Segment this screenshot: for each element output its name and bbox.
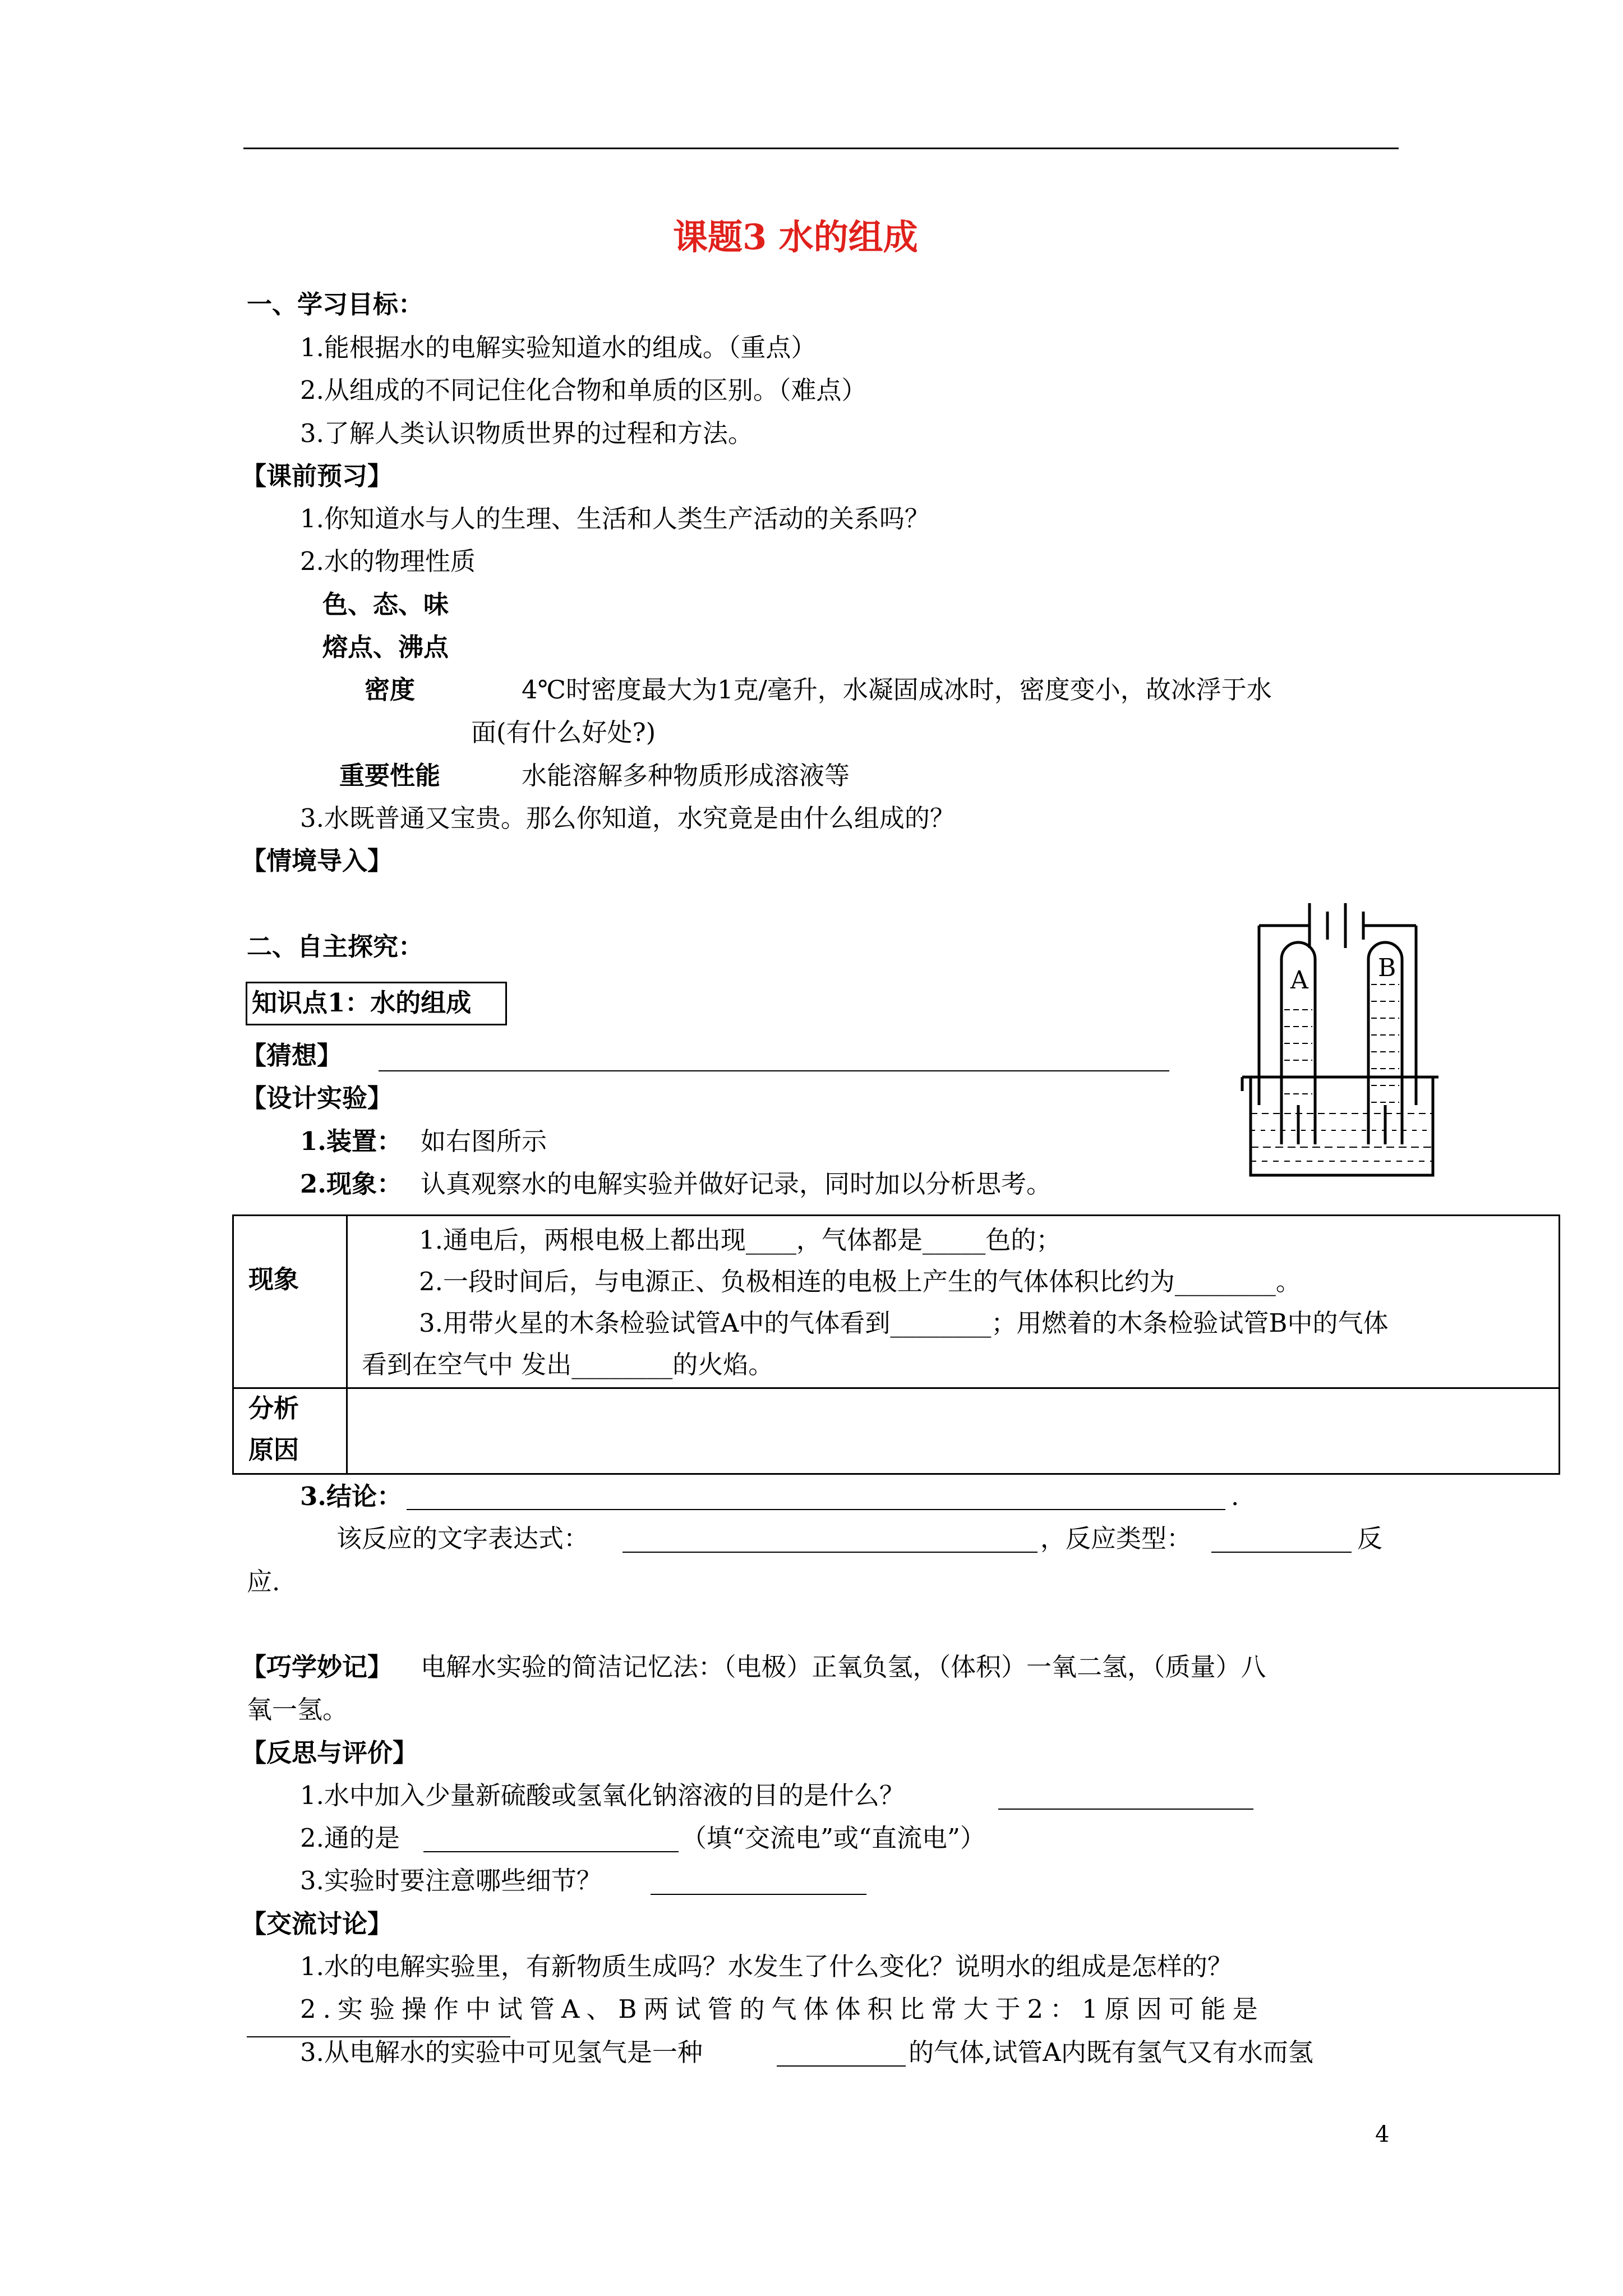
discuss-question-1: 1.水的电解实验里，有新物质生成吗？水发生了什么变化？说明水的组成是怎样的？ xyxy=(300,1952,1233,1981)
table-divider-vertical xyxy=(346,1216,348,1473)
guess-heading: 【猜想】 xyxy=(241,1041,343,1070)
reflect-answer-line-1[interactable] xyxy=(998,1809,1253,1810)
tips-label: 【巧学妙记】 xyxy=(241,1652,393,1682)
reflect-heading: 【反思与评价】 xyxy=(241,1738,418,1768)
reaction-type-end: 反 xyxy=(1357,1524,1383,1553)
phenomenon-line-2: 2.一段时间后，与电源正、负极相连的电极上产生的气体体积比约为________。 xyxy=(419,1267,1301,1296)
density-text-cont: 面(有什么好处?) xyxy=(471,717,656,747)
knowledge-point-label: 知识点1：水的组成 xyxy=(252,988,472,1018)
phenomenon-header: 现象 xyxy=(248,1264,299,1294)
phenomenon-line-3: 3.用带火星的木条检验试管A中的气体看到________；用燃着的木条检验试管B中的气体 xyxy=(419,1308,1389,1338)
reaction-expression-line[interactable] xyxy=(623,1552,1038,1553)
conclusion-label: 3.结论： xyxy=(300,1481,402,1511)
page-title: 课题3 水的组成 xyxy=(673,217,918,257)
goal-item: 1.能根据水的电解实验知道水的组成。（重点） xyxy=(300,333,817,362)
tube-b-label: B xyxy=(1378,954,1396,982)
tips-text-cont: 氧一氢。 xyxy=(247,1695,348,1724)
reaction-type-label: ，反应类型： xyxy=(1040,1524,1192,1553)
property-text: 水能溶解多种物质形成溶液等 xyxy=(522,761,850,790)
analysis-header-2: 原因 xyxy=(248,1435,299,1465)
section1-heading: 一、学习目标： xyxy=(247,289,424,319)
discuss-question-3-cont: 的气体,试管A内既有氢气又有水而氢 xyxy=(909,2037,1313,2067)
preview-question-2: 2.水的物理性质 xyxy=(300,546,476,576)
page-number: 4 xyxy=(1375,2122,1390,2147)
knowledge-point-box xyxy=(246,982,507,1025)
reaction-type-end-cont: 应. xyxy=(247,1567,280,1596)
reaction-type-line[interactable] xyxy=(1211,1552,1352,1553)
design-heading: 【设计实验】 xyxy=(241,1083,393,1113)
phenomenon-line-1: 1.通电后，两根电极上都出现____，气体都是_____色的； xyxy=(419,1225,1062,1255)
goal-item: 3.了解人类认识物质世界的过程和方法。 xyxy=(300,418,753,448)
reflect-answer-line-3[interactable] xyxy=(651,1894,866,1895)
reflect-answer-line-2[interactable] xyxy=(423,1851,679,1852)
tips-text: 电解水实验的简洁记忆法：（电极）正氧负氢，（体积）一氧二氢，（质量）八 xyxy=(421,1652,1266,1682)
discuss-heading: 【交流讨论】 xyxy=(241,1909,393,1939)
property-melting: 熔点、沸点 xyxy=(322,632,449,662)
density-label: 密度 xyxy=(365,675,416,705)
reflect-question-1: 1.水中加入少量新硫酸或氢氧化钠溶液的目的是什么？ xyxy=(300,1780,905,1810)
density-text: 4℃时密度最大为1克/毫升，水凝固成冰时，密度变小，故冰浮于水 xyxy=(522,675,1272,705)
device-text: 如右图所示 xyxy=(421,1126,547,1156)
observation-table xyxy=(232,1214,1560,1475)
discuss-answer-line-3[interactable] xyxy=(777,2065,906,2067)
reaction-expression-label: 该反应的文字表达式： xyxy=(336,1524,589,1553)
analysis-header: 分析 xyxy=(248,1393,299,1423)
header-rule xyxy=(243,148,1399,149)
property-label: 重要性能 xyxy=(339,761,441,790)
reflect-question-2-hint: （填“交流电”或“直流电”） xyxy=(681,1823,986,1853)
discuss-question-2: 2.实验操作中试管A、B两试管的气体体积比常大于2：1原因可能是 xyxy=(300,1994,1265,2024)
guess-answer-line[interactable] xyxy=(379,1070,1169,1071)
reflect-question-3: 3.实验时要注意哪些细节？ xyxy=(300,1866,602,1895)
property-color: 色、态、味 xyxy=(322,590,449,619)
preview-heading: 【课前预习】 xyxy=(241,461,393,491)
section2-heading: 二、自主探究： xyxy=(247,932,424,961)
goal-item: 2.从组成的不同记住化合物和单质的区别。（难点） xyxy=(300,375,867,405)
table-divider-horizontal xyxy=(234,1387,1559,1389)
reflect-question-2: 2.通的是 xyxy=(300,1823,400,1853)
electrolysis-apparatus-diagram xyxy=(1231,864,1438,1184)
conclusion-end: . xyxy=(1231,1481,1239,1511)
phenomenon-label: 2.现象： xyxy=(300,1169,402,1199)
intro-heading: 【情境导入】 xyxy=(241,846,393,876)
tube-a-label: A xyxy=(1290,966,1308,995)
preview-question-1: 1.你知道水与人的生理、生活和人类生产活动的关系吗？ xyxy=(300,504,930,533)
phenomenon-line-4: 看到在空气中 发出________的火焰。 xyxy=(362,1350,774,1379)
phenomenon-text: 认真观察水的电解实验并做好记录，同时加以分析思考。 xyxy=(421,1169,1052,1199)
device-label: 1.装置： xyxy=(300,1126,402,1156)
discuss-question-3: 3.从电解水的实验中可见氢气是一种 xyxy=(300,2037,703,2067)
conclusion-answer-line[interactable] xyxy=(407,1509,1225,1510)
preview-question-3: 3.水既普通又宝贵。那么你知道，水究竟是由什么组成的？ xyxy=(300,803,955,833)
